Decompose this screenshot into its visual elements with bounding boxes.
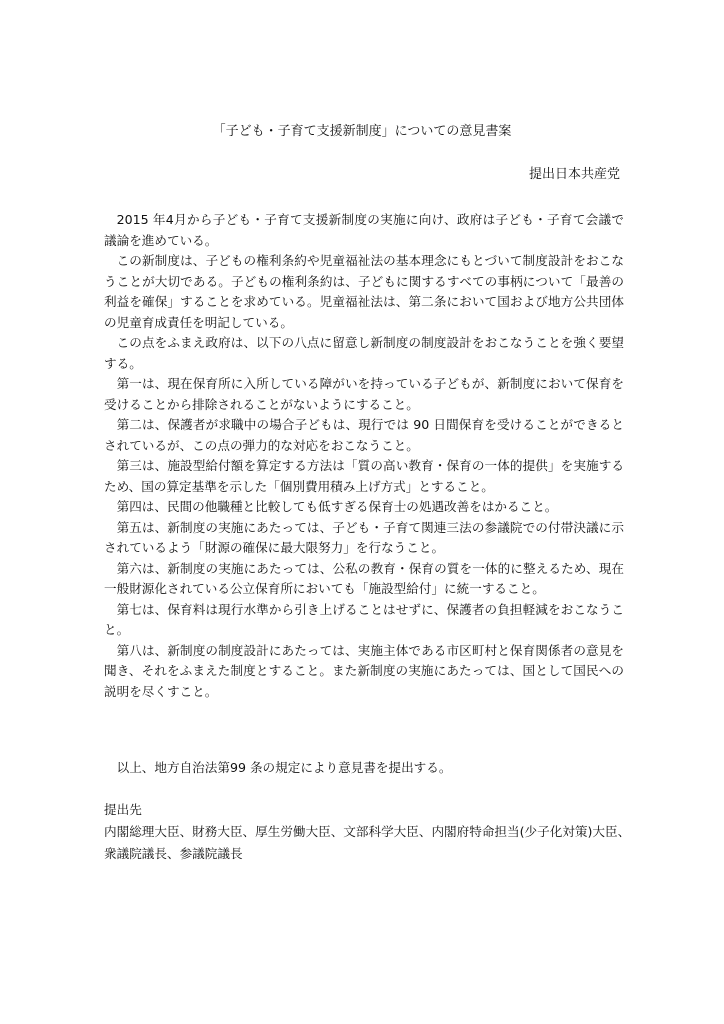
paragraph-item-2: 第二は、保護者が求職中の場合子どもは、現行では 90 日間保育を受けることができるとされているが、この点の弾力的な対応をおこなうこと。 — [104, 417, 624, 453]
paragraph-request: この点をふまえ政府は、以下の八点に留意し新制度の制度設計をおこなうことを強く要望する。 — [104, 335, 624, 371]
submitter-line: 提出日本共産党 — [528, 167, 620, 182]
document-body — [104, 210, 624, 702]
paragraph-item-5: 第五は、新制度の実施にあたっては、子ども・子育て関連三法の参議院での付帯決議に示されているよう「財源の確保に最大限努力」を行なうこと。 — [104, 519, 624, 555]
closing-statement: 以上、地方自治法第99 条の規定により意見書を提出する。 — [116, 760, 452, 775]
paragraph-item-4: 第四は、民間の他職種と比較しても低すぎる保育士の処遇改善をはかること。 — [116, 499, 558, 514]
paragraph-item-8: 第八は、新制度の制度設計にあたっては、実施主体である市区町村と保育関係者の意見を聞き、それをふまえた制度とすること。また新制度の実施にあたっては、国として国民への説明を尽くすこと。 — [104, 642, 624, 699]
recipients-label: 提出先 — [104, 802, 142, 817]
paragraph-item-1: 第一は、現在保育所に入所している障がいを持っている子どもが、新制度において保育を受けることから排除されることがないようにすること。 — [104, 376, 624, 412]
recipients-list: 内閣総理大臣、財務大臣、厚生労働大臣、文部科学大臣、内閣府特命担当(少子化対策)大臣、 衆議院議長、参議院議長 — [104, 824, 631, 861]
paragraph-intro: 2015 年4月から子ども・子育て支援新制度の実施に向け、政府は子ども・子育て会議で議論を進めている。 — [104, 212, 624, 248]
paragraph-item-7: 第七は、保育料は現行水準から引き上げることはせずに、保護者の負担軽減をおこなうこと。 — [104, 601, 624, 637]
paragraph-principles: この新制度は、子どもの権利条約や児童福祉法の基本理念にもとづいて制度設計をおこなうことが大切である。子どもの権利条約は、子どもに関するすべての事柄について「最善の利益を確保」することを求めている。児童福祉法は、第二条において国および地方公共団体の児童育成責任を明記している。 — [104, 253, 624, 330]
paragraph-item-3: 第三は、施設型給付額を算定する方法は「質の高い教育・保育の一体的提供」を実施するため、国の算定基準を示した「個別費用積み上げ方式」とすること。 — [104, 458, 624, 494]
document-title: 「子ども・子育て支援新制度」についての意見書案 — [212, 124, 512, 139]
paragraph-item-6: 第六は、新制度の実施にあたっては、公私の教育・保育の質を一体的に整えるため、現在一般財源化されている公立保育所においても「施設型給付」に統一すること。 — [104, 560, 624, 596]
recipients-section — [104, 799, 634, 865]
